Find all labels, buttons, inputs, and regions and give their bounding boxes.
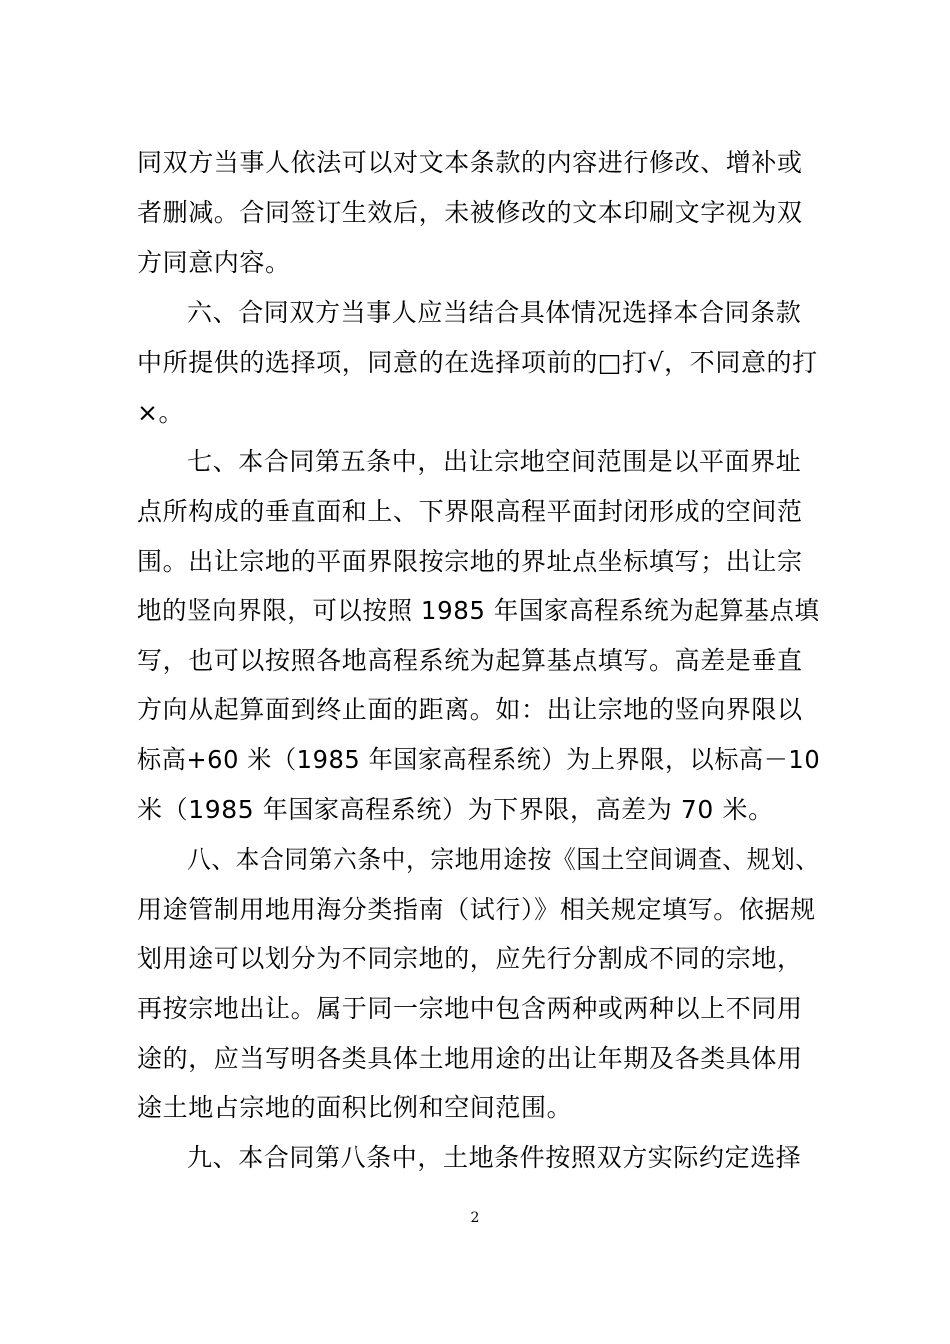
paragraph-line: 用途管制用地用海分类指南（试行）》相关规定填写。依据规	[137, 895, 816, 924]
paragraph-line: 写，也可以按照各地高程系统为起算基点填写。高差是垂直	[137, 646, 803, 675]
paragraph-line: 七、本合同第五条中，出让宗地空间范围是以平面界址	[187, 447, 802, 476]
paragraph-line: 途的，应当写明各类具体土地用途的出让年期及各类具体用	[137, 1044, 803, 1073]
paragraph-line: 地的竖向界限，可以按照 1985 年国家高程系统为起算基点填	[137, 596, 820, 625]
paragraph-line: 点所构成的垂直面和上、下界限高程平面封闭形成的空间范	[137, 497, 803, 526]
paragraph-line: 同双方当事人依法可以对文本条款的内容进行修改、增补或	[137, 148, 803, 177]
paragraph-line: 围。出让宗地的平面界限按宗地的界址点坐标填写；出让宗	[137, 547, 803, 576]
paragraph-line: 米（1985 年国家高程系统）为下界限，高差为 70 米。	[137, 795, 774, 824]
paragraph-line: 八、本合同第六条中，宗地用途按《国土空间调查、规划、	[187, 845, 820, 874]
paragraph-line: 方同意内容。	[137, 248, 291, 277]
paragraph-line: 六、合同双方当事人应当结合具体情况选择本合同条款	[187, 298, 802, 327]
paragraph-line: 标高+60 米（1985 年国家高程系统）为上界限，以标高－10	[137, 745, 821, 774]
paragraph-line: 九、本合同第八条中，土地条件按照双方实际约定选择	[187, 1143, 802, 1172]
paragraph-line: 者删减。合同签订生效后，未被修改的文本印刷文字视为双	[137, 198, 803, 227]
paragraph-line: 途土地占宗地的面积比例和空间范围。	[137, 1093, 573, 1122]
paragraph-line: 划用途可以划分为不同宗地的，应先行分割成不同的宗地，	[137, 944, 803, 973]
paragraph-line: 方向从起算面到终止面的距离。如：出让宗地的竖向界限以	[137, 695, 803, 724]
paragraph-line: 再按宗地出让。属于同一宗地中包含两种或两种以上不同用	[137, 994, 803, 1023]
paragraph-line: 中所提供的选择项，同意的在选择项前的□打√，不同意的打	[137, 348, 818, 377]
paragraph-line: ×。	[137, 398, 185, 427]
page-number: 2	[470, 1210, 480, 1226]
